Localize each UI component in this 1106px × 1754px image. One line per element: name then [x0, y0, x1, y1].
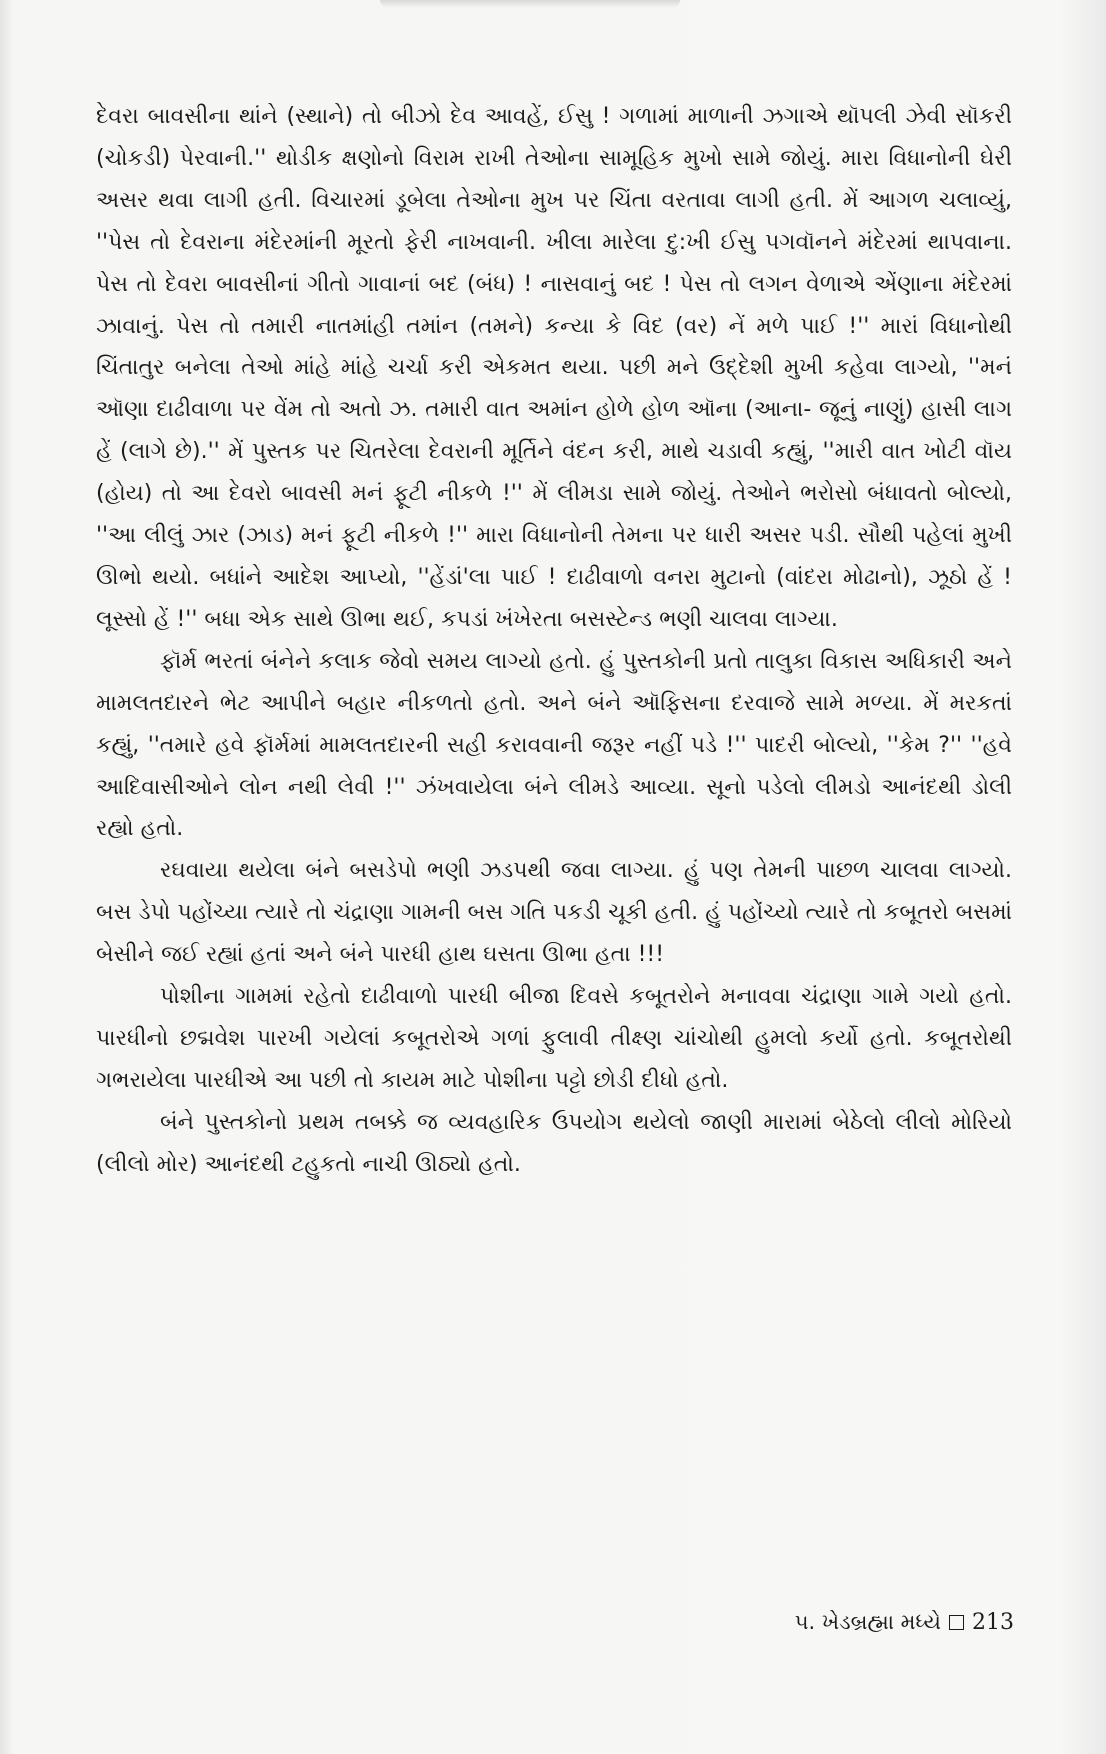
binding-shadow	[380, 0, 680, 8]
square-box-icon	[949, 1615, 964, 1630]
running-title: ૫. ખેડબ્રહ્મા મધ્યે	[794, 1609, 941, 1634]
page-number: 213	[972, 1609, 1014, 1635]
paragraph-5: બંને પુસ્તકોનો પ્રથમ તબક્કે જ વ્યવહારિક ઉપયોગ થયેલો જાણી મારામાં બેઠેલો લીલો મોરિયો (લીલો મોર) આનંદથી ટહુકતો નાચી ઊઠ્યો હતો.	[96, 1109, 1012, 1177]
paragraph-3: રઘવાયા થયેલા બંને બસડેપો ભણી ઝડપથી જવા લાગ્યા. હું પણ તેમની પાછળ ચાલવા લાગ્યો. બસ ડેપો પહોંચ્યા ત્યારે તો ચંદ્રાણા ગામની બસ ગતિ પકડી ચૂકી હતી. હું પહોંચ્યો ત્યારે તો કબૂતરો બસમાં બેસીને જઈ રહ્યાં હતાં અને બંને પારધી હાથ ઘસતા ઊભા હતા !!!	[96, 858, 1012, 968]
paragraph-1: દેવરા બાવસીના થાંને (સ્થાને) તો બીઝો દેવ આવહેં, ઈસુ ! ગળામાં માળાની ઝગાએ થૉપલી ઝેવી સૉકરી (ચોકડી) પેરવાની.'' થોડીક ક્ષણોનો વિરામ રાખી તેઓના સામૂહિક મુખો સામે જોયું. મારા વિધાનોની ઘેરી અસર થવા લાગી હતી. વિચારમાં ડૂબેલા તેઓના મુખ પર ચિંતા વરતાવા લાગી હતી. મેં આગળ ચલાવ્યું, ''પેસ તો દેવરાના મંદેરમાંની મૂરતો ફેરી નાખવાની. ખીલા મારેલા દુ:ખી ઈસુ પગવૉનને મંદેરમાં થાપવાના. પેસ તો દેવરા બાવસીનાં ગીતો ગાવાનાં બદ (બંધ) ! નાસવાનું બદ ! પેસ તો લગન વેળાએ એંણાના મંદેરમાં ઝાવાનું. પેસ તો તમારી નાતમાંહી તમાંન (તમને) કન્યા કે વિદ (વર) નેં મળે પાઈ !'' મારાં વિધાનોથી ચિંતાતુર બનેલા તેઓ માંહે માંહે ચર્ચા કરી એકમત થયા. પછી મને ઉદ્દેશી મુખી કહેવા લાગ્યો, ''મનં ઑણા દાઢીવાળા પર વેંમ તો અતો ઝ. તમારી વાત અમાંન હોળે હોળ ઑના (આના- જૂનું નાણું) હાસી લાગ હેં (લાગે છે).'' મેં પુસ્તક પર ચિતરેલા દેવરાની મૂર્તિને વંદન કરી, માથે ચડાવી કહ્યું, ''મારી વાત ખોટી વૉય (હોય) તો આ દેવરો બાવસી મનં ફૂટી નીકળે !'' મેં લીમડા સામે જોયું. તેઓને ભરોસો બંધાવતો બોલ્યો, ''આ લીલું ઝાર (ઝાડ) મનં ફૂટી નીકળે !'' મારા વિધાનોની તેમના પર ધારી અસર પડી. સૌથી પહેલાં મુખી ઊભો થયો. બધાંને આદેશ આપ્યો, ''હેંડાં'લા પાઈ ! દાઢીવાળો વનરા મુટાનો (વાંદરા મોઢાનો), ઝૂઠો હેં ! લૂસ્સો હેં !'' બધા એક સાથે ઊભા થઈ, કપડાં ખંખેરતા બસસ્ટેન્ડ ભણી ચાલવા લાગ્યા.	[96, 104, 1012, 632]
paragraph-2: ફૉર્મ ભરતાં બંનેને કલાક જેવો સમય લાગ્યો હતો. હું પુસ્તકોની પ્રતો તાલુકા વિકાસ અધિકારી અને મામલતદારને ભેટ આપીને બહાર નીકળતો હતો. અને બંને ઑફિસના દરવાજે સામે મળ્યા. મેં મરકતાં કહ્યું, ''તમારે હવે ફૉર્મમાં મામલતદારની સહી કરાવવાની જરૂર નહીં પડે !'' પાદરી બોલ્યો, ''કેમ ?'' ''હવે આદિવાસીઓને લોન નથી લેવી !'' ઝંખવાયેલા બંને લીમડે આવ્યા. સૂનો પડેલો લીમડો આનંદથી ડોલી રહ્યો હતો.	[96, 648, 1012, 842]
page-body	[96, 96, 1012, 1186]
page-footer	[795, 1604, 1014, 1640]
paragraph-4: પોશીના ગામમાં રહેતો દાઢીવાળો પારધી બીજા દિવસે કબૂતરોને મનાવવા ચંદ્રાણા ગામે ગયો હતો. પારધીનો છદ્મવેશ પારખી ગયેલાં કબૂતરોએ ગળાં ફુલાવી તીક્ષ્ણ ચાંચોથી હુમલો કર્યો હતો. કબૂતરોથી ગભરાયેલા પારધીએ આ પછી તો કાયમ માટે પોશીના પટ્ટો છોડી દીધો હતો.	[96, 984, 1012, 1093]
